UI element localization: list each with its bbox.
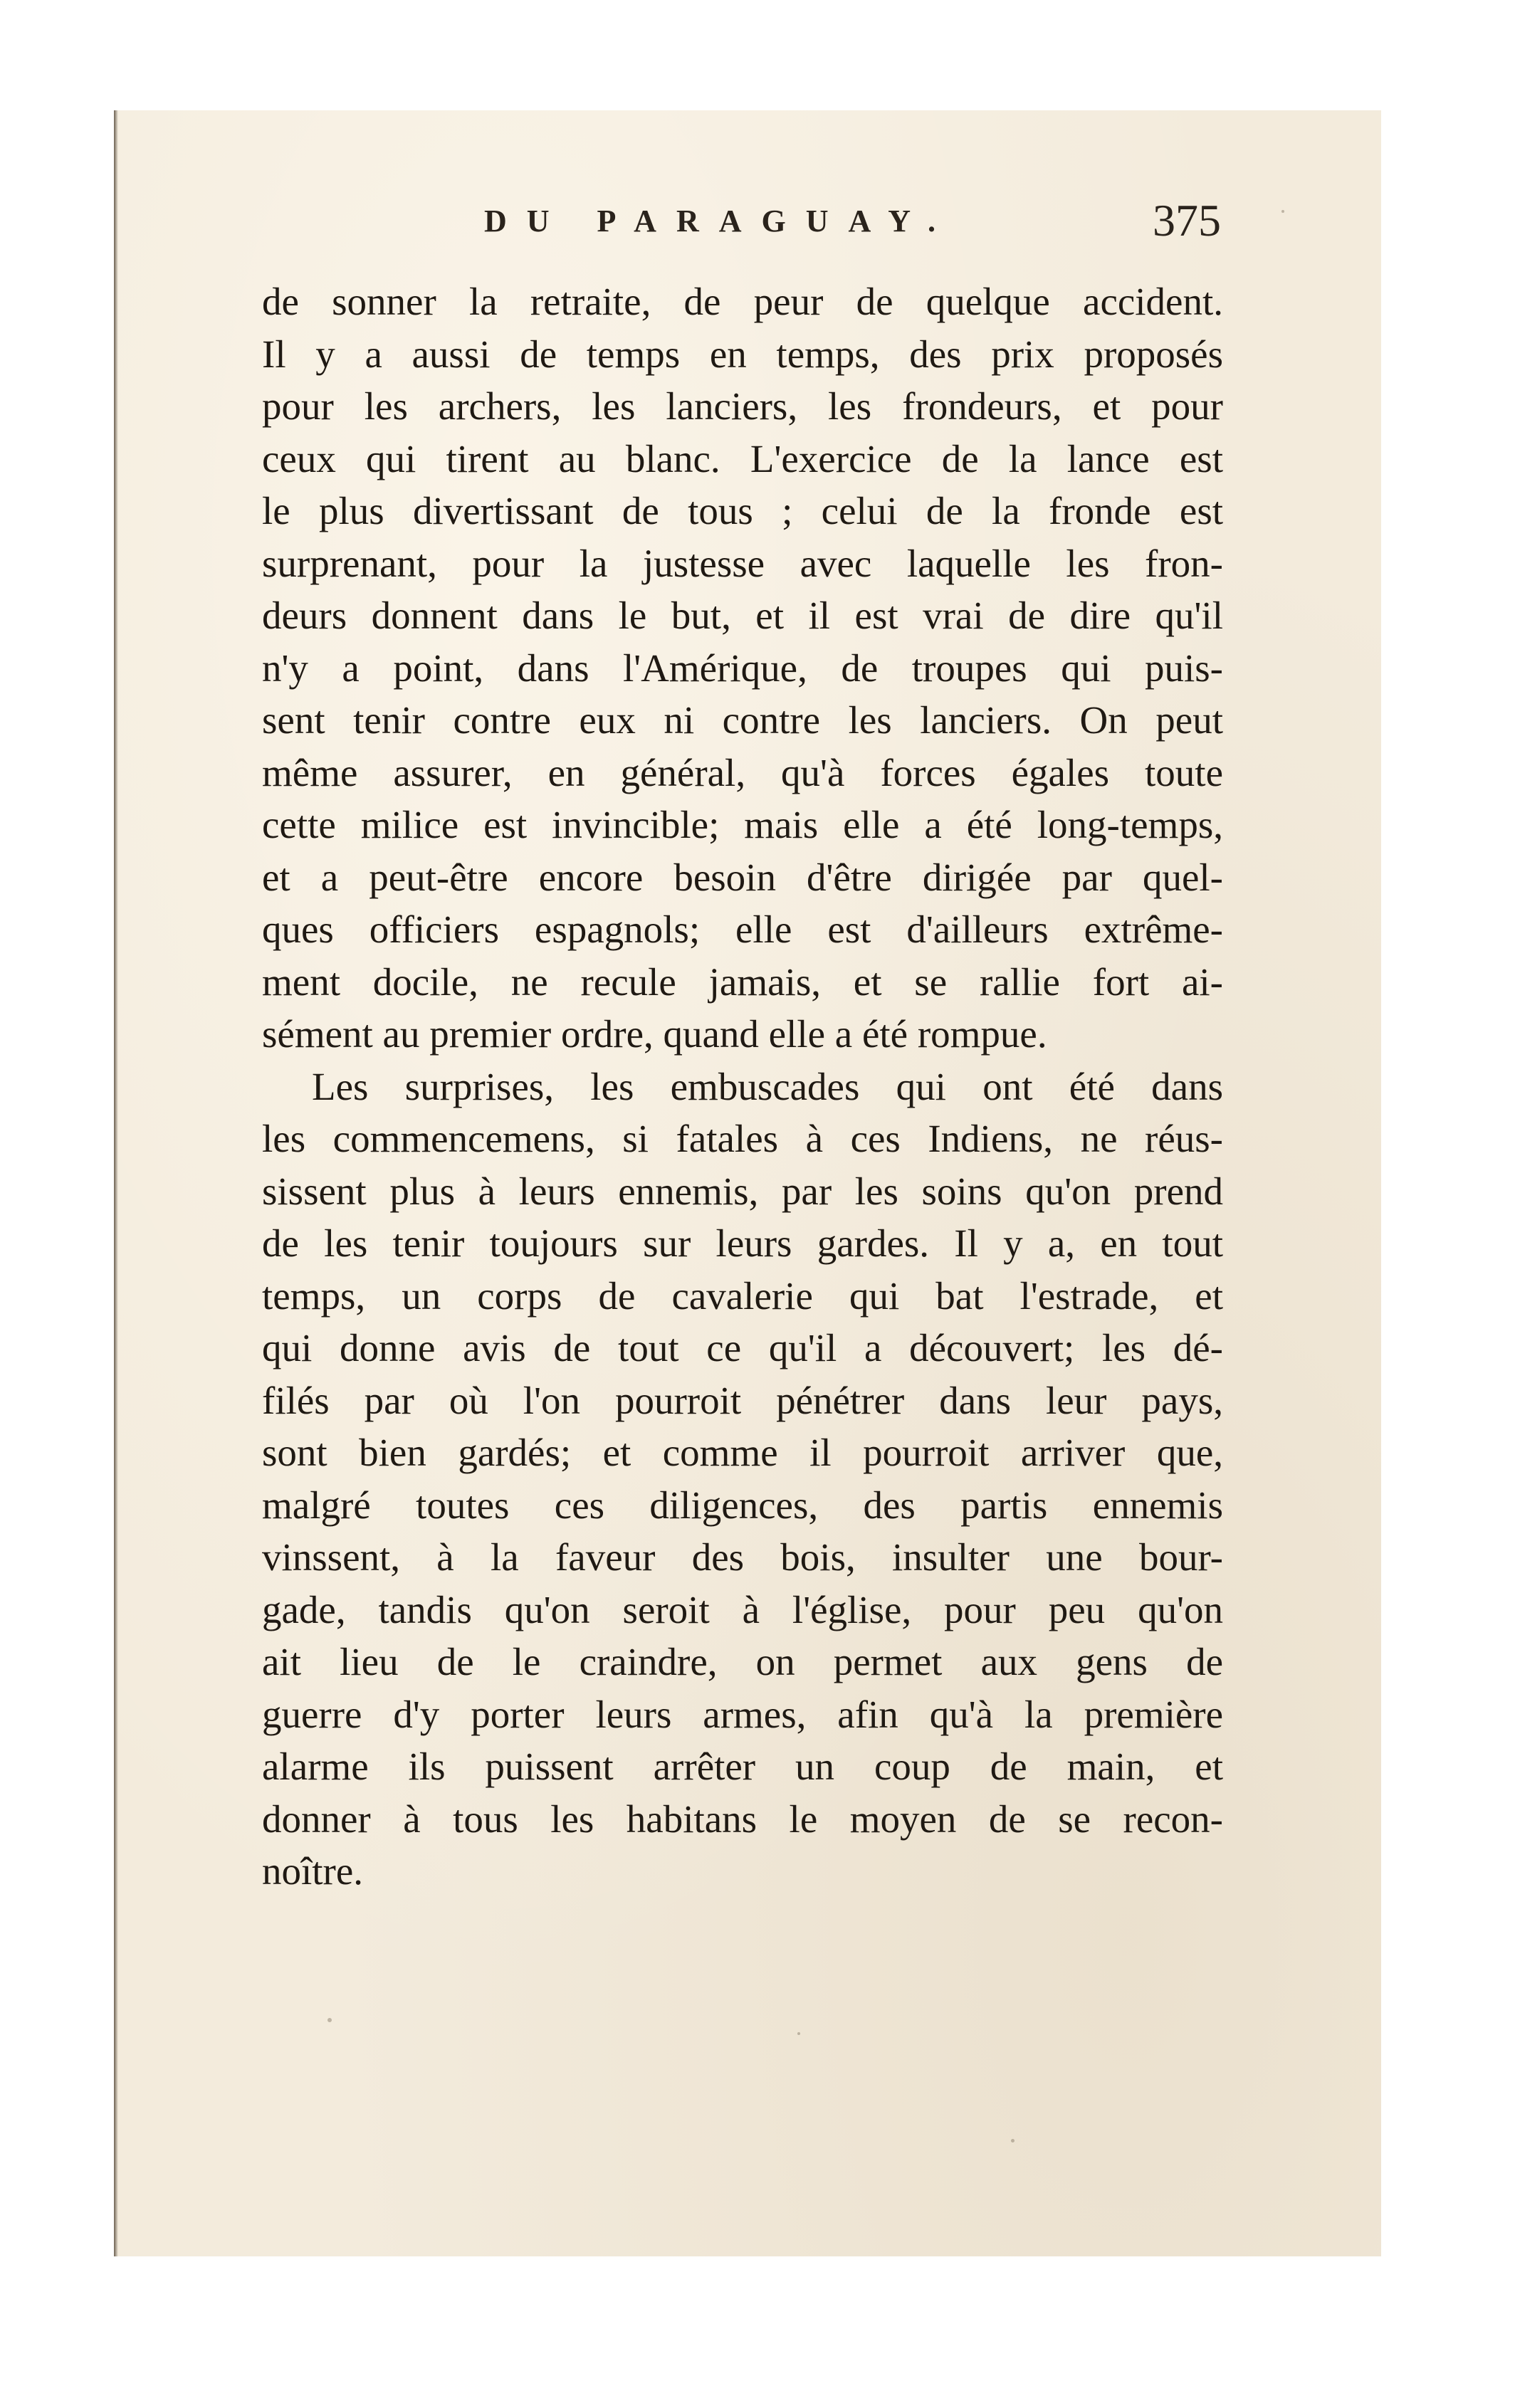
text-line: pour les archers, les lanciers, les frondeurs, et pour xyxy=(262,384,1223,428)
running-title: DU PARAGUAY. xyxy=(484,204,955,238)
text-line: sont bien gardés; et comme il pourroit arriver que, xyxy=(262,1431,1223,1474)
paper-speck xyxy=(327,2018,332,2022)
text-line: vinssent, à la faveur des bois, insulter une bour- xyxy=(262,1535,1223,1579)
text-line: qui donne avis de tout ce qu'il a découvert; les dé- xyxy=(262,1326,1223,1369)
text-line: Les surprises, les embuscades qui ont été dans xyxy=(312,1064,1223,1108)
paper-speck xyxy=(1011,2139,1015,2143)
page-binding-edge xyxy=(114,110,118,2256)
paper-speck xyxy=(1281,210,1284,213)
text-line: temps, un corps de cavalerie qui bat l'estrade, et xyxy=(262,1273,1223,1318)
text-line: de sonner la retraite, de peur de quelque accident. xyxy=(262,280,1223,323)
text-line: sément au premier ordre, quand elle a été rompue. xyxy=(262,1012,1047,1056)
text-line: Il y a aussi de temps en temps, des prix proposés xyxy=(262,332,1223,376)
text-line: les commencemens, si fatales à ces Indiens, ne réus- xyxy=(262,1117,1223,1160)
text-line: même assurer, en général, qu'à forces égales toute xyxy=(262,750,1223,794)
text-line: et a peut-être encore besoin d'être dirigée par quel- xyxy=(262,855,1223,899)
text-line: n'y a point, dans l'Amérique, de troupes qui puis- xyxy=(262,646,1223,690)
text-line: sissent plus à leurs ennemis, par les soins qu'on prend xyxy=(262,1169,1223,1213)
text-line: de les tenir toujours sur leurs gardes. Il y a, en tout xyxy=(262,1221,1223,1265)
book-page xyxy=(114,110,1381,2256)
text-line: donner à tous les habitans le moyen de se recon- xyxy=(262,1797,1223,1841)
text-line: surprenant, pour la justesse avec laquelle les fron- xyxy=(262,541,1223,585)
text-line: malgré toutes ces diligences, des partis ennemis xyxy=(262,1483,1223,1527)
text-line: ques officiers espagnols; elle est d'ailleurs extrême- xyxy=(262,908,1223,951)
page-number: 375 xyxy=(1153,195,1221,246)
text-line: deurs donnent dans le but, et il est vrai de dire qu'il xyxy=(262,594,1223,637)
text-line: noître. xyxy=(262,1849,364,1893)
text-line: alarme ils puissent arrêter un coup de main, et xyxy=(262,1745,1223,1788)
text-line: ait lieu de le craindre, on permet aux gens de xyxy=(262,1640,1223,1683)
text-line: le plus divertissant de tous ; celui de la fronde est xyxy=(262,489,1223,532)
text-line: ment docile, ne recule jamais, et se rallie fort ai- xyxy=(262,959,1223,1004)
text-line: guerre d'y porter leurs armes, afin qu'à la première xyxy=(262,1692,1223,1736)
body-text xyxy=(262,275,1223,1898)
text-line: gade, tandis qu'on seroit à l'église, pour peu qu'on xyxy=(262,1587,1223,1631)
text-line: ceux qui tirent au blanc. L'exercice de la lance est xyxy=(262,436,1223,480)
text-line: filés par où l'on pourroit pénétrer dans leur pays, xyxy=(262,1378,1223,1422)
paper-speck xyxy=(797,2032,800,2035)
text-line: sent tenir contre eux ni contre les lanciers. On peut xyxy=(262,698,1223,742)
text-line: cette milice est invincible; mais elle a été long-temps, xyxy=(262,803,1223,846)
